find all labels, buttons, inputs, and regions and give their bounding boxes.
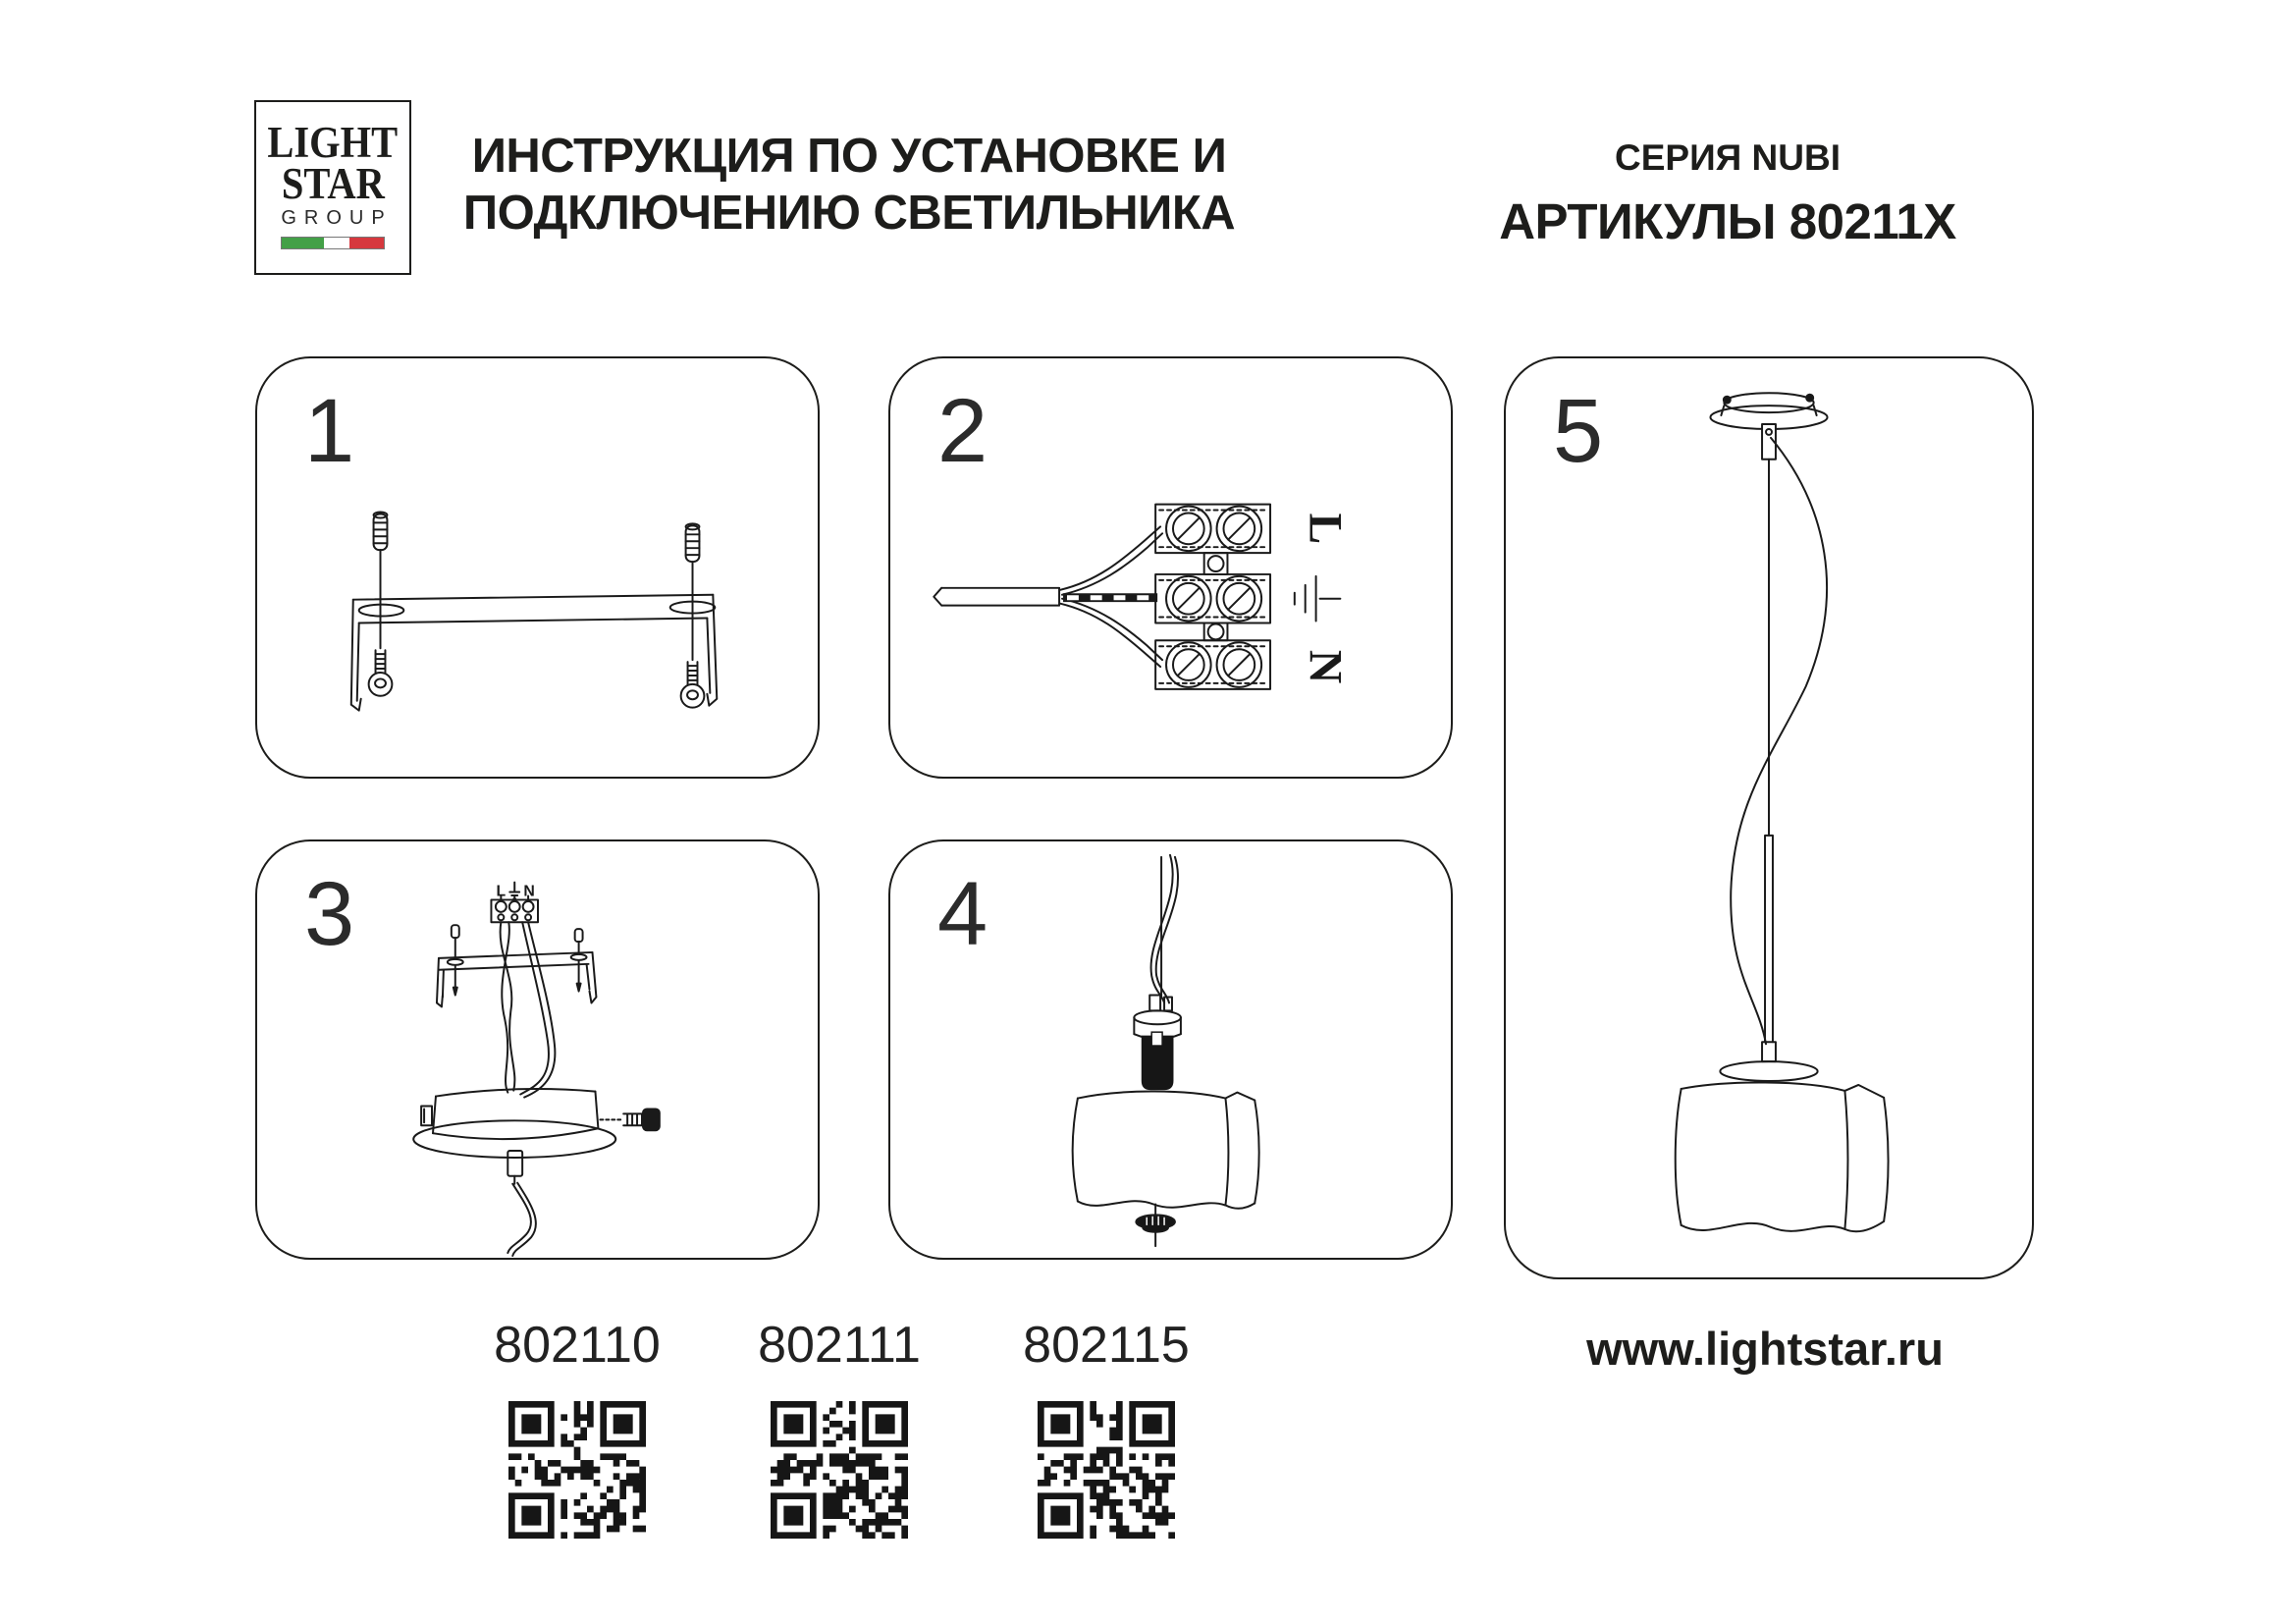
step5-number: 5 [1553, 381, 1604, 481]
step2-number: 2 [937, 381, 988, 481]
step3-number: 3 [304, 864, 355, 964]
terminal-block [1155, 505, 1270, 689]
step3-illustration [257, 841, 818, 1258]
suspension-wire-and-cord [1149, 855, 1178, 1011]
step1-illustration [257, 358, 818, 777]
step5-illustration [1506, 358, 2032, 1277]
wall-plug-left [374, 513, 388, 551]
retaining-ring [1136, 1205, 1175, 1247]
logo-word-group: GROUP [281, 207, 393, 229]
step2-panel [888, 356, 1453, 779]
neutral-terminal-label: N [1299, 649, 1351, 684]
logo-word-light: LIGHT [267, 118, 399, 167]
step3-panel [255, 839, 820, 1260]
page-title [422, 128, 1276, 242]
qr-code-802110 [508, 1401, 646, 1539]
step4-panel [888, 839, 1453, 1260]
article-code-802111: 802111 [758, 1317, 921, 1374]
lightstar-logo [254, 100, 411, 275]
step1-number: 1 [304, 381, 355, 481]
article-code-802110: 802110 [494, 1317, 661, 1374]
step2-illustration [890, 358, 1451, 777]
italian-flag-icon [281, 237, 385, 249]
step4-number: 4 [937, 864, 988, 964]
cord-and-strain-relief [507, 1151, 536, 1256]
lamp-socket [1142, 1032, 1173, 1089]
title-line1: ИНСТРУКЦИЯ ПО УСТАНОВКЕ И [471, 130, 1227, 183]
wall-plug-right [686, 523, 700, 562]
step1-panel [255, 356, 820, 779]
mounting-bracket [351, 595, 718, 711]
line-wire-label: L [496, 883, 507, 900]
title-line2: ПОДКЛЮЧЕНИЮ СВЕТИЛЬНИКА [462, 187, 1236, 240]
articles-title: АРТИКУЛЫ 80211X [1499, 193, 1956, 249]
logo-word-star: STAR [281, 159, 385, 208]
twisted-wires [501, 922, 556, 1097]
website-url: www.lightstar.ru [1586, 1323, 1944, 1375]
neutral-wire-label: N [523, 883, 535, 900]
side-screw [600, 1109, 659, 1130]
ceiling-canopy [413, 1089, 615, 1158]
wavy-glass-shade [1676, 1082, 1889, 1231]
step5-panel [1504, 356, 2034, 1279]
step4-illustration [890, 841, 1451, 1258]
qr-code-802111 [771, 1401, 908, 1539]
screw-left [369, 650, 393, 696]
shade-holder [1720, 1042, 1817, 1081]
line-terminal-label: L [1299, 513, 1351, 545]
mini-terminal-block [491, 895, 538, 922]
bracket-with-screws [437, 925, 596, 1006]
screw-right [681, 662, 705, 708]
qr-code-802115 [1038, 1401, 1175, 1539]
article-code-802115: 802115 [1023, 1317, 1190, 1374]
spiral-cable [1731, 438, 1827, 1044]
earth-symbol [1295, 576, 1341, 622]
series-label: СЕРИЯ NUBI [1615, 137, 1841, 178]
ceiling-canopy [1710, 393, 1827, 459]
wavy-glass-shade [1073, 1091, 1259, 1208]
